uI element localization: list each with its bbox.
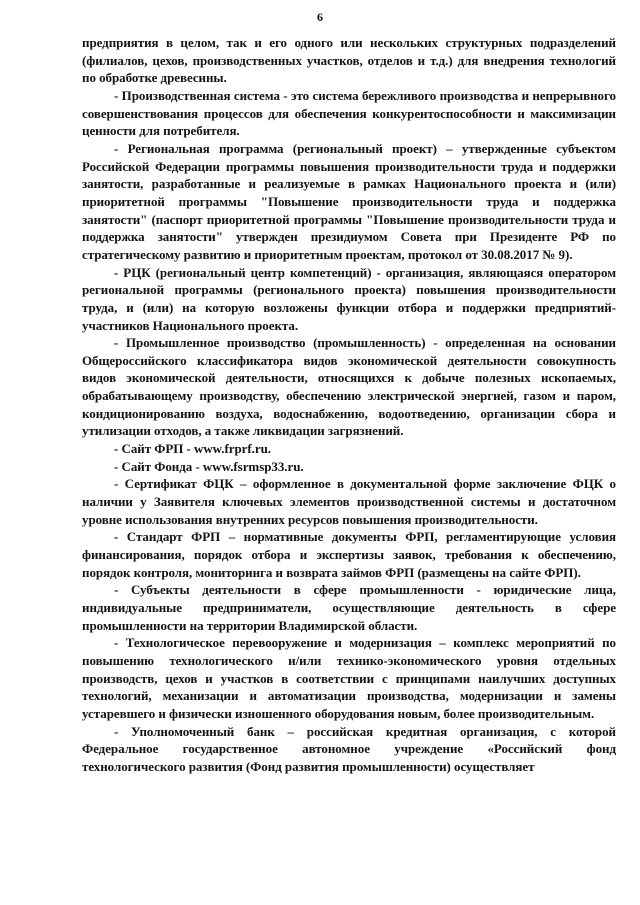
paragraph-industrial-production: - Промышленное производство (промышленность) - определенная на основании Общероссийского классификатора видов экономической деятельности совокупность видов экономической деятельности, относящихся к добыче полезных ископаемых, обрабатывающему производству, обеспечению электрической энергией, газом и паром, кондиционированию воздуха, водоснабжению, водоотведению, организации сбора и утилизации отходов, а также ликвидации загрязнений. (82, 335, 616, 439)
page-number: 6 (317, 10, 323, 24)
paragraph-rck: - РЦК (региональный центр компетенций) - организация, являющаяся оператором региональной программы (регионального проекта) повышения производительности труда, и (или) на которую возложены функции отбора и поддержки предприятий-участников Национального проекта. (82, 264, 616, 333)
paragraph-industry-subjects: - Субъекты деятельности в сфере промышленности - юридические лица, индивидуальные предприниматели, осуществляющие деятельность в сфере промышленности на территории Владимирской области. (82, 582, 616, 633)
document-body (82, 34, 616, 776)
paragraph-frp-site: - Сайт ФРП - www.frprf.ru. (114, 441, 271, 457)
paragraph-frp-standard: - Стандарт ФРП – нормативные документы ФРП, регламентирующие условия финансирования, порядок отбора и экспертизы заявок, требования к обеспечению, порядок контроля, мониторинга и возврата займов ФРП (размещены на сайте ФРП). (82, 529, 616, 580)
paragraph-authorized-bank: - Уполномоченный банк – российская кредитная организация, с которой Федеральное государственное автономное учреждение «Российский фонд технологического развития (Фонд развития промышленности) осуществляет (82, 723, 616, 774)
paragraph-modernization: - Технологическое перевооружение и модернизация – комплекс мероприятий по повышению технологического и/или технико-экономического уровня отдельных производств, цехов и участков в соответствии с принципами наилучших доступных технологий, механизации и автоматизации производства, модернизации и замены устаревшего и физически изношенного оборудования новым, более производительным. (82, 635, 616, 721)
paragraph-continuation: предприятия в целом, так и его одного или нескольких структурных подразделений (филиалов, цехов, производственных участков, отделов и т.д.) для внедрения технологий по обработке древесины. (82, 35, 616, 86)
paragraph-regional-program: - Региональная программа (региональный проект) – утвержденные субъектом Российской Федерации программы повышения производительности труда и поддержки занятости, разработанные и реализуемые в рамках Национального проекта и (или) приоритетной программы "Повышение производительности труда и поддержка занятости" (паспорт приоритетной программы "Повышение производительности труда и поддержка занятости" утвержден президиумом Совета при Президенте РФ по стратегическому развитию и приоритетным проектам, протокол от 30.08.2017 № 9). (82, 140, 616, 262)
paragraph-fund-site: - Сайт Фонда - www.fsrmsp33.ru. (114, 458, 304, 474)
paragraph-fck-certificate: - Сертификат ФЦК – оформленное в документальной форме заключение ФЦК о наличии у Заявителя ключевых элементов производственной системы и достаточном уровне использования внутренних ресурсов повышения производительности. (82, 476, 616, 527)
paragraph-production-system: - Производственная система - это система бережливого производства и непрерывного совершенствования процессов для обеспечения конкурентоспособности и максимизации ценности для потребителя. (82, 87, 616, 139)
